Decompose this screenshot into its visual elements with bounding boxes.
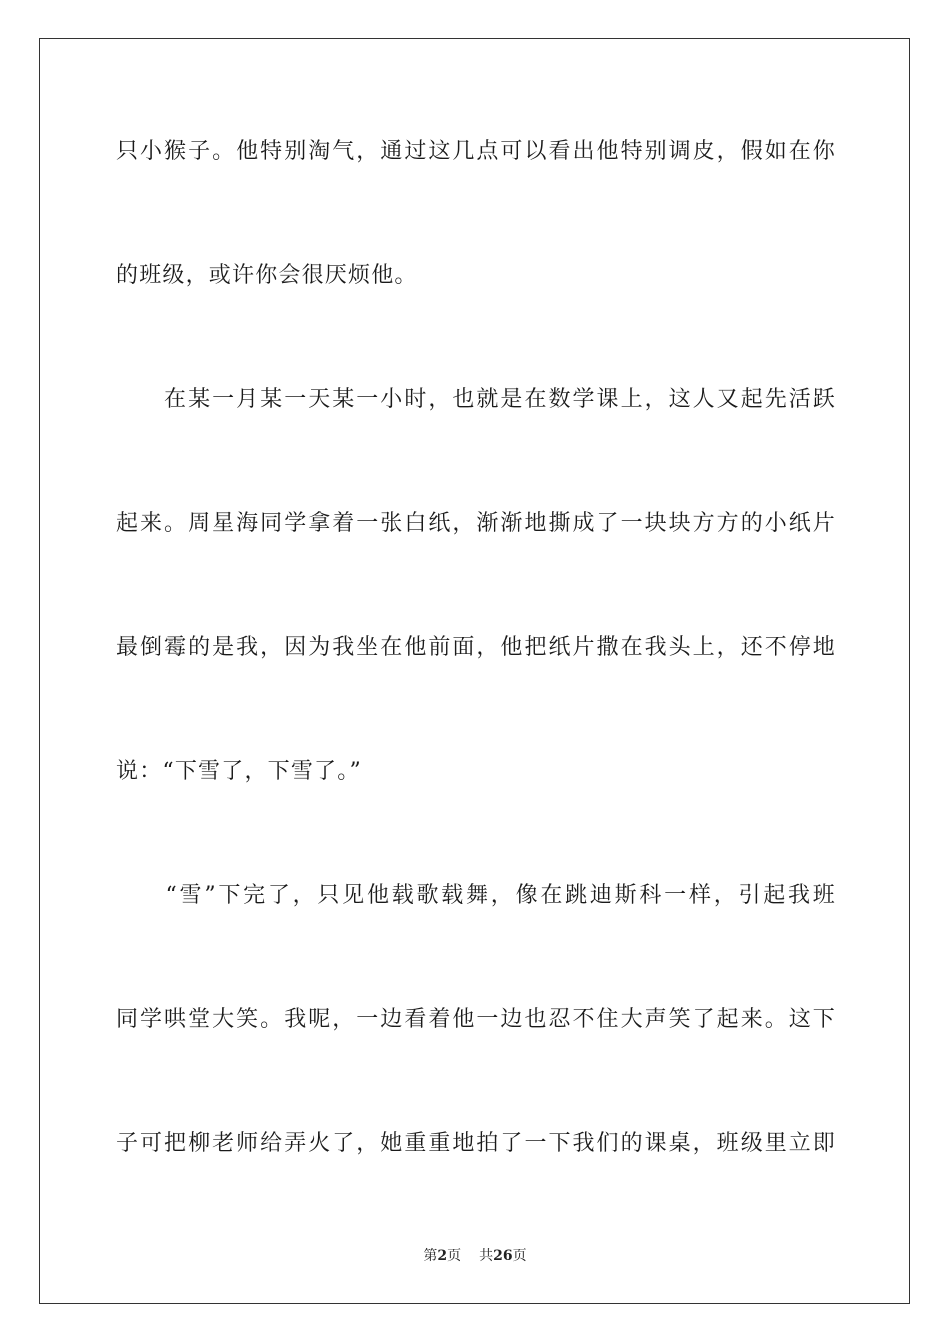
page-border <box>39 38 910 1304</box>
page-prefix: 第 <box>423 1248 438 1264</box>
text-line: 在某一月某一天某一小时，也就是在数学课上，这人又起先活跃 <box>116 387 836 412</box>
text-line: “雪”下完了，只见他载歌载舞，像在跳迪斯科一样，引起我班 <box>116 883 836 908</box>
text-line: 只小猴子。他特别淘气，通过这几点可以看出他特别调皮，假如在你 <box>116 139 836 164</box>
text-line: 最倒霉的是我，因为我坐在他前面，他把纸片撒在我头上，还不停地 <box>116 635 836 660</box>
total-prefix: 共 <box>479 1248 494 1264</box>
page-suffix: 页 <box>447 1248 462 1264</box>
text-line: 同学哄堂大笑。我呢，一边看着他一边也忍不住大声笑了起来。这下 <box>116 1007 836 1032</box>
page-footer <box>0 1247 950 1265</box>
text-line: 说：“下雪了，下雪了。” <box>116 759 362 784</box>
text-line: 起来。周星海同学拿着一张白纸，渐渐地撕成了一块块方方的小纸片 <box>116 511 836 536</box>
total-suffix: 页 <box>512 1248 527 1264</box>
total-page-count: 26 <box>493 1248 513 1264</box>
text-line: 的班级，或许你会很厌烦他。 <box>116 263 418 288</box>
text-line: 子可把柳老师给弄火了，她重重地拍了一下我们的课桌，班级里立即 <box>116 1131 836 1156</box>
current-page-number: 2 <box>437 1248 448 1264</box>
